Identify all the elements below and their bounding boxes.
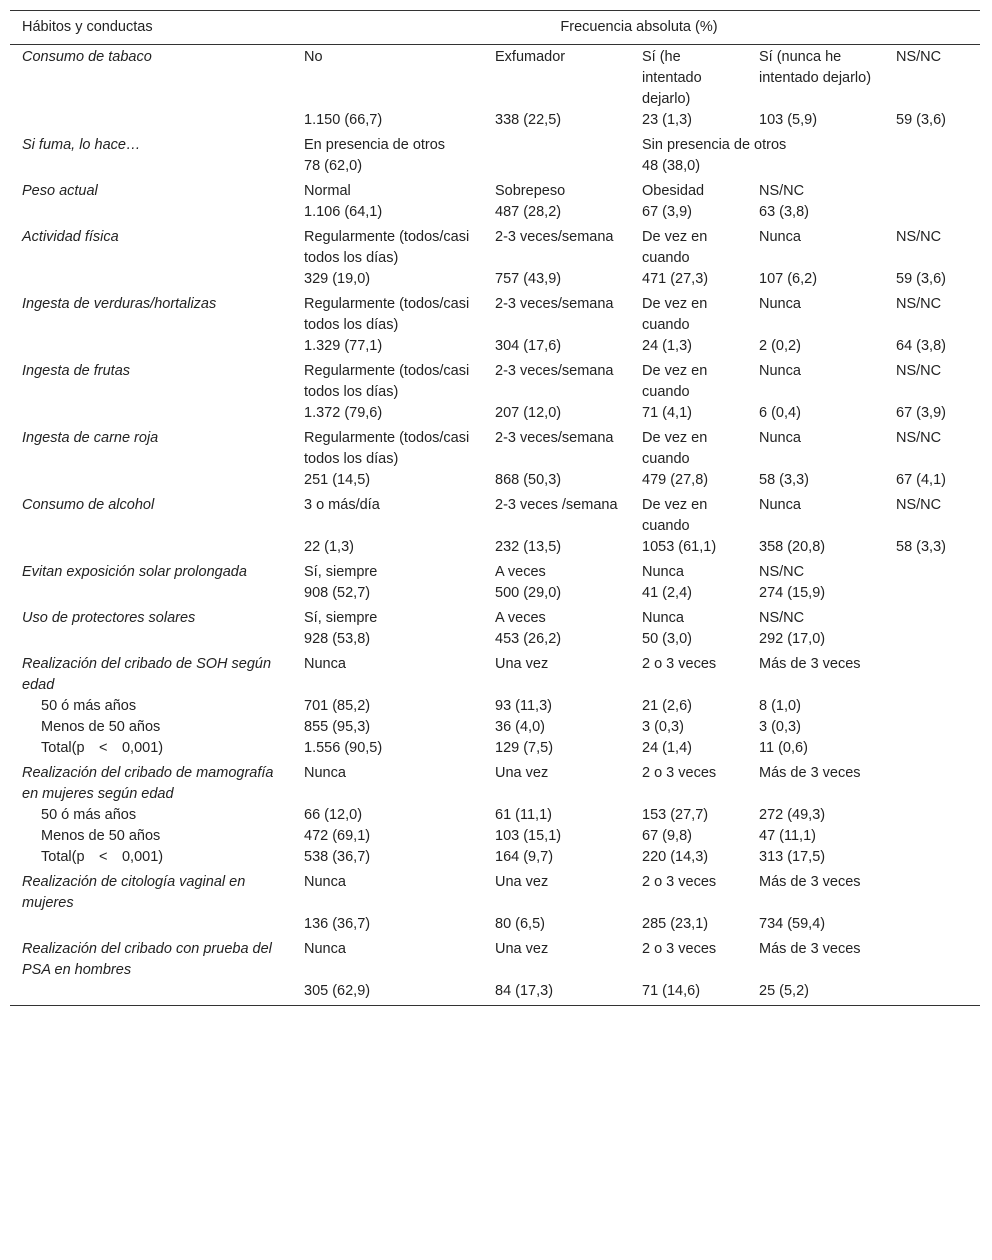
table-row-soh-sub-1 <box>10 696 980 717</box>
table-row-mamografia-sub-1 <box>10 805 980 826</box>
value-cell: 304 (17,6) <box>495 338 562 354</box>
option-cell: Regularmente (todos/casi todos los días) <box>304 363 470 400</box>
value-cell: 1.372 (79,6) <box>304 405 383 421</box>
table-row-carne-options <box>10 426 980 470</box>
value-cell: 207 (12,0) <box>495 405 562 421</box>
option-cell: De vez en cuando <box>642 363 708 400</box>
value-cell: 1.329 (77,1) <box>304 338 383 354</box>
value-cell: 164 (9,7) <box>495 849 554 865</box>
value-cell: 78 (62,0) <box>304 158 363 174</box>
value-cell: 3 (0,3) <box>642 719 684 735</box>
table-row-mamografia-sub-3 <box>10 847 980 870</box>
option-cell: Nunca <box>304 656 346 672</box>
option-cell: NS/NC <box>759 564 805 580</box>
option-cell: Exfumador <box>495 49 566 65</box>
option-cell: Regularmente (todos/casi todos los días) <box>304 229 470 266</box>
value-cell: 329 (19,0) <box>304 271 371 287</box>
value-cell: 220 (14,3) <box>642 849 709 865</box>
subrow-label: Total(p < 0,001) <box>41 849 164 865</box>
option-cell: NS/NC <box>759 183 805 199</box>
value-cell: 479 (27,8) <box>642 472 709 488</box>
table-row-actividad-values <box>10 269 980 292</box>
value-cell: 107 (6,2) <box>759 271 818 287</box>
table-row-tabaco-options <box>10 45 980 111</box>
row-label-citologia: Realización de citología vaginal en mujeres <box>22 874 246 911</box>
option-cell: Regularmente (todos/casi todos los días) <box>304 296 470 333</box>
option-cell: Nunca <box>759 430 801 446</box>
subrow-label: Menos de 50 años <box>41 719 161 735</box>
table-row-actividad-options <box>10 225 980 269</box>
habits-table-container <box>10 10 980 1006</box>
option-cell: Sí (he intentado dejarlo) <box>642 49 702 107</box>
value-cell: 855 (95,3) <box>304 719 371 735</box>
option-cell: NS/NC <box>896 296 942 312</box>
value-cell: 1.556 (90,5) <box>304 740 383 756</box>
subrow-label: Total(p < 0,001) <box>41 740 164 756</box>
option-cell: NS/NC <box>896 49 942 65</box>
option-cell: Sí, siempre <box>304 610 378 626</box>
value-cell: 272 (49,3) <box>759 807 826 823</box>
option-cell: 2-3 veces/semana <box>495 363 614 379</box>
option-cell: A veces <box>495 610 546 626</box>
option-cell: Más de 3 veces <box>759 656 861 672</box>
table-row-protectores-options <box>10 606 980 629</box>
option-cell: 3 o más/día <box>304 497 380 513</box>
option-cell: Sí (nunca he intentado dejarlo) <box>759 49 872 86</box>
row-label-mamografia: Realización del cribado de mamografía en mujeres según edad <box>22 765 274 802</box>
option-cell: Nunca <box>642 564 684 580</box>
option-cell: De vez en cuando <box>642 430 708 467</box>
row-label-alcohol: Consumo de alcohol <box>22 497 155 513</box>
option-cell: Nunca <box>304 874 346 890</box>
value-cell: 67 (4,1) <box>896 472 946 488</box>
value-cell: 734 (59,4) <box>759 916 826 932</box>
table-row-verduras-options <box>10 292 980 336</box>
value-cell: 61 (11,1) <box>495 807 552 823</box>
option-cell: 2-3 veces /semana <box>495 497 618 513</box>
option-cell: Más de 3 veces <box>759 765 861 781</box>
table-row-verduras-values <box>10 336 980 359</box>
value-cell: 22 (1,3) <box>304 539 354 555</box>
value-cell: 80 (6,5) <box>495 916 545 932</box>
table-header-row <box>10 11 980 45</box>
value-cell: 67 (3,9) <box>642 204 692 220</box>
option-cell: De vez en cuando <box>642 229 708 266</box>
table-row-soh-sub-3 <box>10 738 980 761</box>
header-habits: Hábitos y conductas <box>10 11 292 45</box>
value-cell: 3 (0,3) <box>759 719 801 735</box>
option-cell: Más de 3 veces <box>759 874 861 890</box>
table-row-fuma-options <box>10 133 980 156</box>
value-cell: 24 (1,3) <box>642 338 692 354</box>
option-cell: Nunca <box>759 296 801 312</box>
value-cell: 487 (28,2) <box>495 204 562 220</box>
value-cell: 59 (3,6) <box>896 271 946 287</box>
table-row-psa-options <box>10 937 980 981</box>
subrow-label: 50 ó más años <box>41 698 137 714</box>
table-row-mamografia-sub-2 <box>10 826 980 847</box>
value-cell: 471 (27,3) <box>642 271 709 287</box>
row-label-frutas: Ingesta de frutas <box>22 363 131 379</box>
habits-frequency-table <box>10 10 980 1006</box>
row-label-tabaco: Consumo de tabaco <box>22 49 152 65</box>
table-row-citologia-values <box>10 914 980 937</box>
value-cell: 232 (13,5) <box>495 539 562 555</box>
option-cell: Nunca <box>759 229 801 245</box>
option-cell: Nunca <box>759 363 801 379</box>
value-cell: 11 (0,6) <box>759 740 808 756</box>
table-row-carne-values <box>10 470 980 493</box>
value-cell: 908 (52,7) <box>304 585 371 601</box>
option-cell: En presencia de otros <box>304 137 446 153</box>
value-cell: 701 (85,2) <box>304 698 371 714</box>
value-cell: 93 (11,3) <box>495 698 552 714</box>
value-cell: 274 (15,9) <box>759 585 826 601</box>
value-cell: 285 (23,1) <box>642 916 709 932</box>
value-cell: 538 (36,7) <box>304 849 371 865</box>
table-row-frutas-options <box>10 359 980 403</box>
value-cell: 129 (7,5) <box>495 740 554 756</box>
value-cell: 338 (22,5) <box>495 112 562 128</box>
value-cell: 8 (1,0) <box>759 698 801 714</box>
row-label-solar: Evitan exposición solar prolongada <box>22 564 247 580</box>
value-cell: 1.150 (66,7) <box>304 112 383 128</box>
value-cell: 66 (12,0) <box>304 807 363 823</box>
value-cell: 24 (1,4) <box>642 740 692 756</box>
option-cell: Una vez <box>495 765 549 781</box>
table-row-soh-sub-2 <box>10 717 980 738</box>
option-cell: Nunca <box>304 941 346 957</box>
value-cell: 136 (36,7) <box>304 916 371 932</box>
option-cell: 2 o 3 veces <box>642 656 717 672</box>
table-row-psa-values <box>10 981 980 1006</box>
row-label-carne: Ingesta de carne roja <box>22 430 159 446</box>
option-cell: Nunca <box>759 497 801 513</box>
value-cell: 1.106 (64,1) <box>304 204 383 220</box>
value-cell: 63 (3,8) <box>759 204 809 220</box>
value-cell: 153 (27,7) <box>642 807 709 823</box>
option-cell: Más de 3 veces <box>759 941 861 957</box>
value-cell: 757 (43,9) <box>495 271 562 287</box>
value-cell: 358 (20,8) <box>759 539 826 555</box>
value-cell: 453 (26,2) <box>495 631 562 647</box>
option-cell: Una vez <box>495 656 549 672</box>
row-label-peso: Peso actual <box>22 183 98 199</box>
row-label-psa: Realización del cribado con prueba del PSA en hombres <box>22 941 272 978</box>
value-cell: 58 (3,3) <box>896 539 946 555</box>
value-cell: 472 (69,1) <box>304 828 371 844</box>
value-cell: 103 (15,1) <box>495 828 562 844</box>
value-cell: 500 (29,0) <box>495 585 562 601</box>
value-cell: 47 (11,1) <box>759 828 816 844</box>
value-cell: 71 (4,1) <box>642 405 692 421</box>
option-cell: No <box>304 49 323 65</box>
table-row-peso-options <box>10 179 980 202</box>
option-cell: De vez en cuando <box>642 497 708 534</box>
subrow-label: 50 ó más años <box>41 807 137 823</box>
value-cell: 71 (14,6) <box>630 981 747 1006</box>
table-row-protectores-values <box>10 629 980 652</box>
value-cell: 1053 (61,1) <box>642 539 717 555</box>
table-row-frutas-values <box>10 403 980 426</box>
option-cell: 2-3 veces/semana <box>495 430 614 446</box>
value-cell: 292 (17,0) <box>759 631 826 647</box>
table-row-alcohol-options <box>10 493 980 537</box>
option-cell: 2 o 3 veces <box>642 941 717 957</box>
row-label-fuma: Si fuma, lo hace… <box>22 137 141 153</box>
option-cell: De vez en cuando <box>642 296 708 333</box>
value-cell: 103 (5,9) <box>759 112 818 128</box>
value-cell: 67 (3,9) <box>896 405 946 421</box>
option-cell: NS/NC <box>896 363 942 379</box>
value-cell: 305 (62,9) <box>292 981 483 1006</box>
table-row-solar <box>10 560 980 583</box>
option-cell: 2 o 3 veces <box>642 765 717 781</box>
value-cell: 868 (50,3) <box>495 472 562 488</box>
table-row-alcohol-values <box>10 537 980 560</box>
header-frequency: Frecuencia absoluta (%) <box>292 11 980 45</box>
option-cell: A veces <box>495 564 546 580</box>
option-cell: Nunca <box>642 610 684 626</box>
value-cell: 84 (17,3) <box>483 981 630 1006</box>
option-cell: Una vez <box>495 941 549 957</box>
option-cell: NS/NC <box>896 497 942 513</box>
option-cell: Nunca <box>304 765 346 781</box>
option-cell: Sin presencia de otros <box>642 137 787 153</box>
row-label-verduras: Ingesta de verduras/hortalizas <box>22 296 217 312</box>
table-row-fuma-values <box>10 156 980 179</box>
option-cell: 2 o 3 veces <box>642 874 717 890</box>
option-cell: 2-3 veces/semana <box>495 296 614 312</box>
value-cell: 21 (2,6) <box>642 698 692 714</box>
table-row-mamografia-options <box>10 761 980 805</box>
option-cell: 2-3 veces/semana <box>495 229 614 245</box>
option-cell: NS/NC <box>896 229 942 245</box>
value-cell: 25 (5,2) <box>747 981 884 1006</box>
table-row-tabaco-values <box>10 110 980 133</box>
row-label-soh: Realización del cribado de SOH según edad <box>22 656 272 693</box>
value-cell: 50 (3,0) <box>642 631 692 647</box>
value-cell: 2 (0,2) <box>759 338 801 354</box>
table-row-peso-values <box>10 202 980 225</box>
option-cell: NS/NC <box>759 610 805 626</box>
value-cell: 48 (38,0) <box>642 158 701 174</box>
option-cell: Una vez <box>495 874 549 890</box>
option-cell: NS/NC <box>896 430 942 446</box>
value-cell: 67 (9,8) <box>642 828 692 844</box>
option-cell: Normal <box>304 183 351 199</box>
value-cell: 59 (3,6) <box>896 112 946 128</box>
value-cell: 64 (3,8) <box>896 338 946 354</box>
value-cell: 251 (14,5) <box>304 472 371 488</box>
option-cell: Sobrepeso <box>495 183 566 199</box>
table-row-citologia-options <box>10 870 980 914</box>
subrow-label: Menos de 50 años <box>41 828 161 844</box>
value-cell: 58 (3,3) <box>759 472 809 488</box>
option-cell: Obesidad <box>642 183 705 199</box>
option-cell: Regularmente (todos/casi todos los días) <box>304 430 470 467</box>
value-cell: 23 (1,3) <box>642 112 692 128</box>
value-cell: 36 (4,0) <box>495 719 545 735</box>
value-cell: 928 (53,8) <box>304 631 371 647</box>
value-cell: 6 (0,4) <box>759 405 801 421</box>
row-label-protectores: Uso de protectores solares <box>22 610 196 626</box>
value-cell: 313 (17,5) <box>759 849 826 865</box>
value-cell: 41 (2,4) <box>642 585 692 601</box>
row-label-actividad: Actividad física <box>22 229 119 245</box>
table-row-soh-options <box>10 652 980 696</box>
option-cell: Sí, siempre <box>304 564 378 580</box>
